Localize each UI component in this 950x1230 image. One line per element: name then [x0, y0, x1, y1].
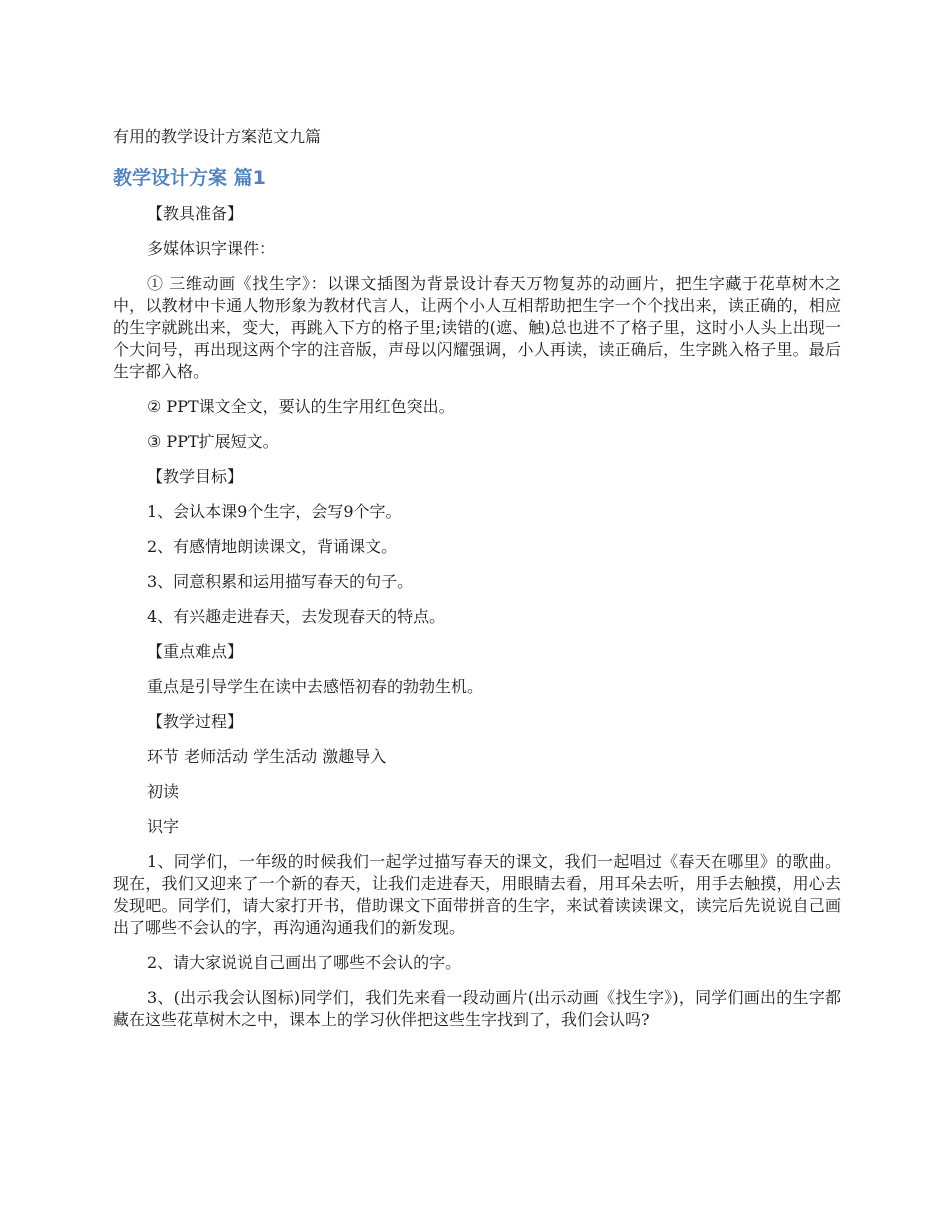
paragraph: ② PPT课文全文，要认的生字用红色突出。 — [147, 397, 455, 416]
paragraph: 环节 老师活动 学生活动 激趣导入 — [147, 747, 387, 766]
paragraph: 识字 — [147, 817, 180, 836]
paragraph: 3、(出示我会认图标)同学们，我们先来看一段动画片(出示动画《找生字》)，同学们画出的生字都藏在这些花草树木之中，课本上的学习伙伴把这些生字找到了，我们会认吗? — [113, 988, 841, 1029]
paragraph: 3、同意积累和运用描写春天的句子。 — [147, 572, 414, 591]
paragraph: 多媒体识字课件： — [147, 239, 276, 258]
paragraph: 初读 — [147, 782, 180, 801]
paragraph-label-materials: 【教具准备】 — [147, 204, 244, 223]
paragraph: 2、有感情地朗读课文，背诵课文。 — [147, 537, 398, 556]
paragraph: 2、请大家说说自己画出了哪些不会认的字。 — [147, 953, 462, 972]
paragraph: ③ PPT扩展短文。 — [147, 432, 279, 451]
paragraph: ① 三维动画《找生字》：以课文插图为背景设计春天万物复苏的动画片，把生字藏于花草树木之中，以教材中卡通人物形象为教材代言人，让两个小人互相帮助把生字一个个找出来，读正确的，相应的生字就跳出来，变大，再跳入下方的格子里;读错的(遮、触)总也进不了格子里，这时小人头上出现一个大问号，再出现这两个字的注音版，声母以闪耀强调，小人再读，读正确后，生字跳入格子里。最后生字都入格。 — [113, 274, 841, 381]
paragraph-label-goals: 【教学目标】 — [147, 467, 244, 486]
document-title: 有用的教学设计方案范文九篇 — [113, 127, 322, 146]
paragraph-label-process: 【教学过程】 — [147, 712, 244, 731]
section-heading: 教学设计方案 篇1 — [113, 167, 266, 189]
paragraph: 4、有兴趣走进春天，去发现春天的特点。 — [147, 607, 446, 626]
paragraph-label-key-points: 【重点难点】 — [147, 642, 244, 661]
paragraph: 重点是引导学生在读中去感悟初春的勃勃生机。 — [147, 677, 484, 696]
paragraph: 1、会认本课9个生字，会写9个字。 — [147, 502, 402, 521]
paragraph: 1、同学们，一年级的时候我们一起学过描写春天的课文，我们一起唱过《春天在哪里》的歌曲。现在，我们又迎来了一个新的春天，让我们走进春天，用眼睛去看，用耳朵去听，用手去触摸，用心去发现吧。同学们，请大家打开书，借助课文下面带拼音的生字，来试着读读课文，读完后先说说自己画出了哪些不会认的字，再沟通沟通我们的新发现。 — [113, 852, 841, 937]
document-body — [113, 203, 841, 1044]
